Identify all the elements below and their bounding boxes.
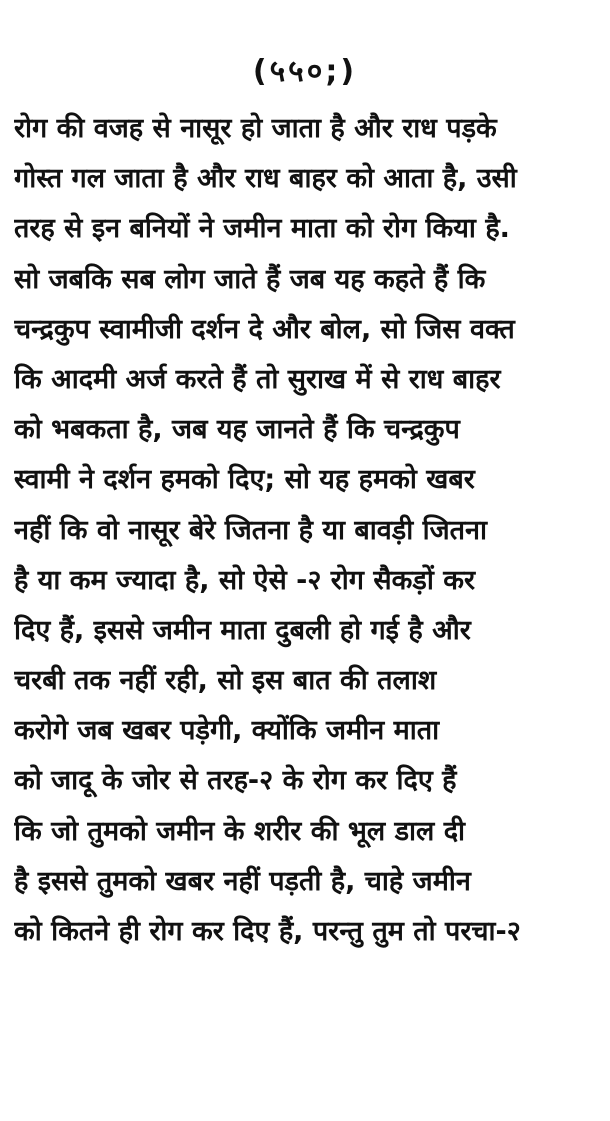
text-line: को भबकता है, जब यह जानते हैं कि चन्द्रकुप (14, 414, 460, 446)
text-line: नहीं कि वो नासूर बेरे जितना है या बावड़ी जितना (14, 514, 488, 546)
text-line: रोग की वजह से नासूर हो जाता है और राध पड़के (14, 113, 497, 144)
text-line: चरबी तक नहीं रही, सो इस बात की तलाश (14, 665, 437, 697)
text-line: दिए हैं, इससे जमीन माता दुबली हो गई है और (14, 614, 471, 646)
text-line: को जादू के जोर से तरह-२ के रोग कर दिए हैं (14, 765, 457, 797)
text-line: है या कम ज्यादा है, सो ऐसे -२ रोग सैकड़ों कर (14, 564, 476, 596)
text-line: गोस्त गल जाता है और राध बाहर को आता है, उसी (14, 163, 517, 195)
text-line: सो जबकि सब लोग जाते हैं जब यह कहते हैं कि (14, 263, 486, 295)
text-line: चन्द्रकुप स्वामीजी दर्शन दे और बोल, सो जिस वक्त (14, 313, 515, 345)
page-number: (५५०;) (252, 54, 358, 89)
text-line: को कितने ही रोग कर दिए हैं, परन्तु तुम तो परचा-२ (14, 916, 521, 947)
text-line: स्वामी ने दर्शन हमको दिए; सो यह हमको खबर (14, 464, 475, 496)
text-line: तरह से इन बनियों ने जमीन माता को रोग किया है. (14, 213, 510, 245)
text-line: कि जो तुमको जमीन के शरीर की भूल डाल दी (14, 815, 466, 847)
text-line: है इससे तुमको खबर नहीं पड़ती है, चाहे जमीन (14, 865, 471, 897)
text-line: करोगे जब खबर पड़ेगी, क्योंकि जमीन माता (14, 715, 440, 747)
body-text (14, 104, 604, 957)
text-line: कि आदमी अर्ज करते हैं तो सुराख में से राध बाहर (14, 363, 501, 395)
